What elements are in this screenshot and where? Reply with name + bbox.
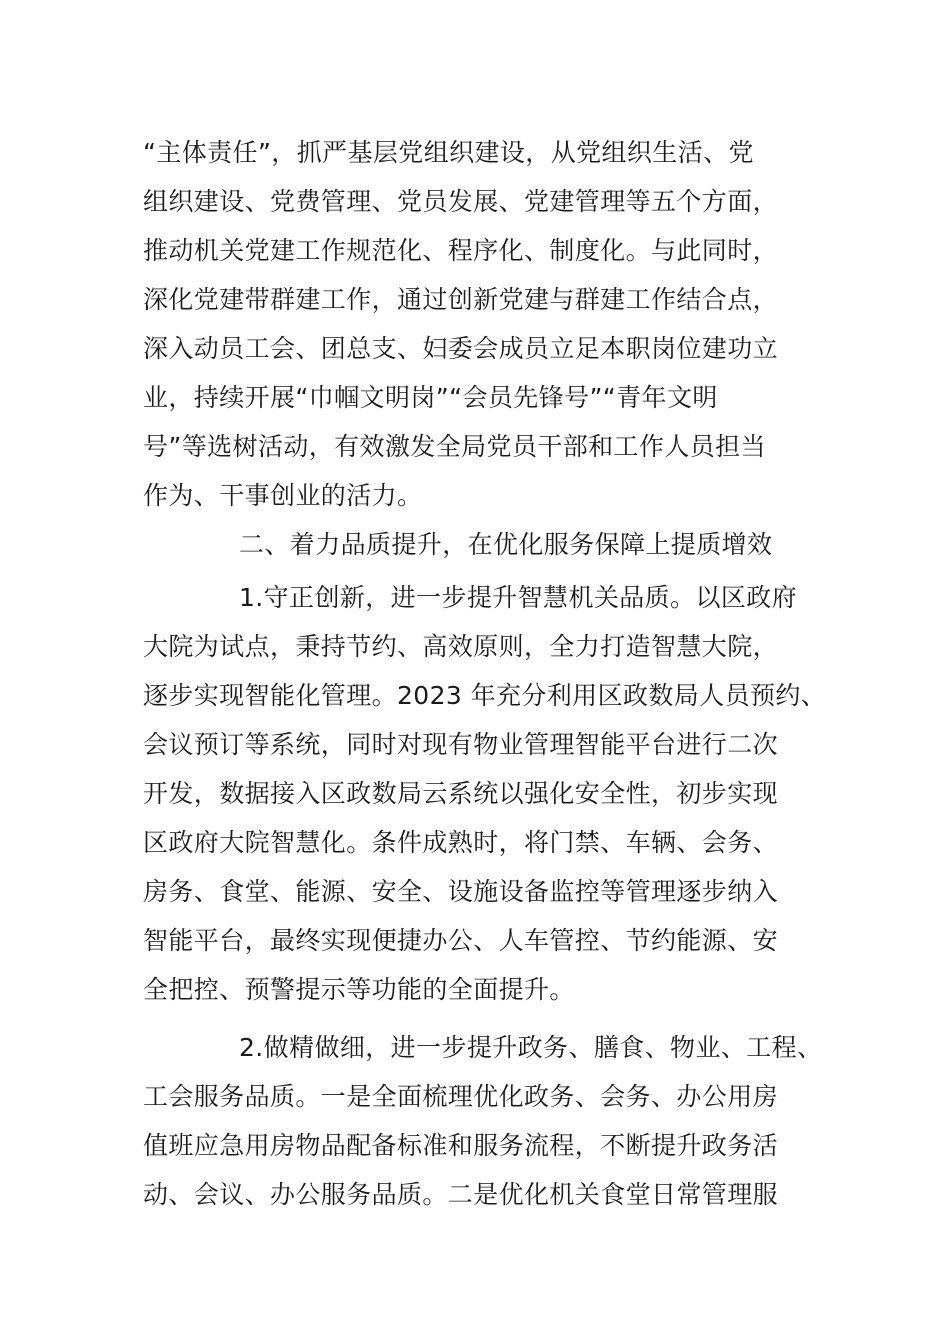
document-body <box>143 128 827 1219</box>
text-line: 逐步实现智能化管理。2023 年充分利用区政数局人员预约、 <box>143 681 827 710</box>
text-line: 号”等选树活动，有效激发全局党员干部和工作人员担当 <box>143 432 766 461</box>
text-line: 作为、干事创业的活力。 <box>143 481 423 510</box>
text-line: 推动机关党建工作规范化、程序化、制度化。与此同时， <box>143 236 779 265</box>
text-line: 动、会议、办公服务品质。二是优化机关食堂日常管理服 <box>143 1180 779 1209</box>
text-line: 值班应急用房物品配备标准和服务流程，不断提升政务活 <box>143 1131 779 1160</box>
text-line: “主体责任”，抓严基层党组织建设，从党组织生活、党 <box>143 138 754 167</box>
section-heading: 二、着力品质提升，在优化服务保障上提质增效 <box>239 530 773 559</box>
text-line: 大院为试点，秉持节约、高效原则，全力打造智慧大院， <box>143 632 779 661</box>
text-line: 智能平台，最终实现便捷办公、人车管控、节约能源、安 <box>143 926 779 955</box>
text-line: 业，持续开展“巾帼文明岗”“会员先锋号”“青年文明 <box>143 383 718 412</box>
text-line-first: 1.守正创新，进一步提升智慧机关品质。以区政府 <box>239 583 798 612</box>
text-line: 深入动员工会、团总支、妇委会成员立足本职岗位建功立 <box>143 334 779 363</box>
text-line: 区政府大院智慧化。条件成熟时，将门禁、车辆、会务、 <box>143 828 779 857</box>
text-line: 开发，数据接入区政数局云系统以强化安全性，初步实现 <box>143 779 779 808</box>
spacer <box>143 1014 823 1023</box>
paragraph-party-building <box>143 128 823 520</box>
text-line: 全把控、预警提示等功能的全面提升。 <box>143 975 575 1004</box>
text-line: 房务、食堂、能源、安全、设施设备监控等管理逐步纳入 <box>143 877 779 906</box>
paragraph-service-quality <box>143 1023 823 1219</box>
text-line-first: 2.做精做细，进一步提升政务、膳食、物业、工程、 <box>239 1033 823 1062</box>
paragraph-smart-office <box>143 573 827 1014</box>
text-line: 工会服务品质。一是全面梳理优化政务、会务、办公用房 <box>143 1082 779 1111</box>
text-line: 会议预订等系统，同时对现有物业管理智能平台进行二次 <box>143 730 779 759</box>
text-line: 组织建设、党费管理、党员发展、党建管理等五个方面， <box>143 187 779 216</box>
text-line: 深化党建带群建工作，通过创新党建与群建工作结合点， <box>143 285 779 314</box>
